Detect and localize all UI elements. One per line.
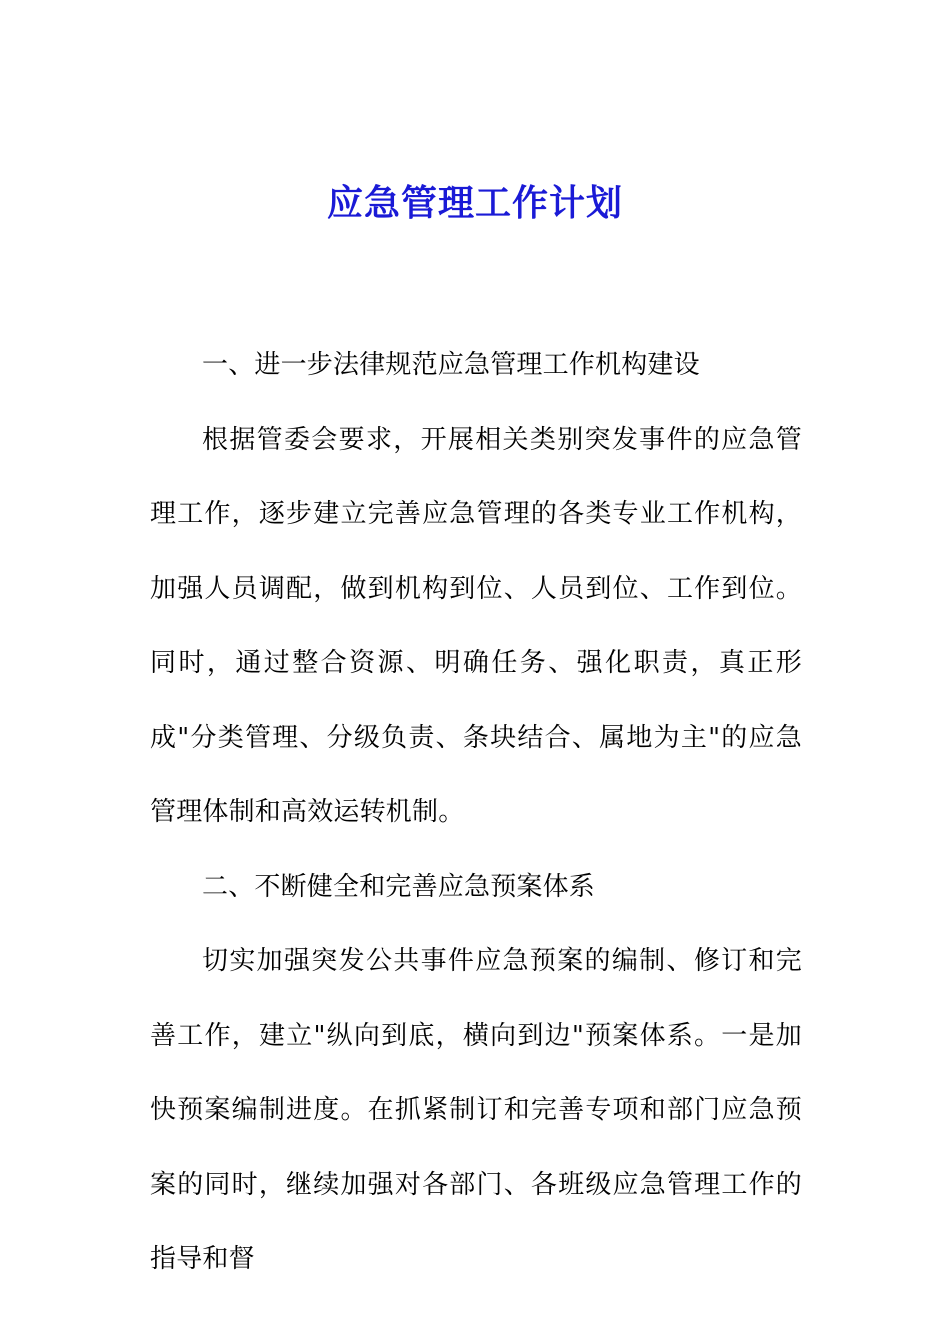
document-title: 应急管理工作计划 (326, 182, 623, 224)
body-paragraph-2: 切实加强突发公共事件应急预案的编制、修订和完善工作，建立"纵向到底，横向到边"预案体系。一是加快预案编制进度。在抓紧制订和完善专项和部门应急预案的同时，继续加强对各部门、各班级应急管理工作的指导和督 (150, 946, 802, 1274)
body-paragraph-1: 根据管委会要求，开展相关类别突发事件的应急管理工作，逐步建立完善应急管理的各类专业工作机构，加强人员调配，做到机构到位、人员到位、工作到位。同时，通过整合资源、明确任务、强化职责，真正形成"分类管理、分级负责、条块结合、属地为主"的应急管理体制和高效运转机制。 (150, 424, 802, 827)
document-body (150, 328, 802, 1297)
section-heading-2: 二、不断健全和完善应急预案体系 (202, 871, 596, 902)
section-heading-1: 一、进一步法律规范应急管理工作机构建设 (202, 350, 700, 380)
